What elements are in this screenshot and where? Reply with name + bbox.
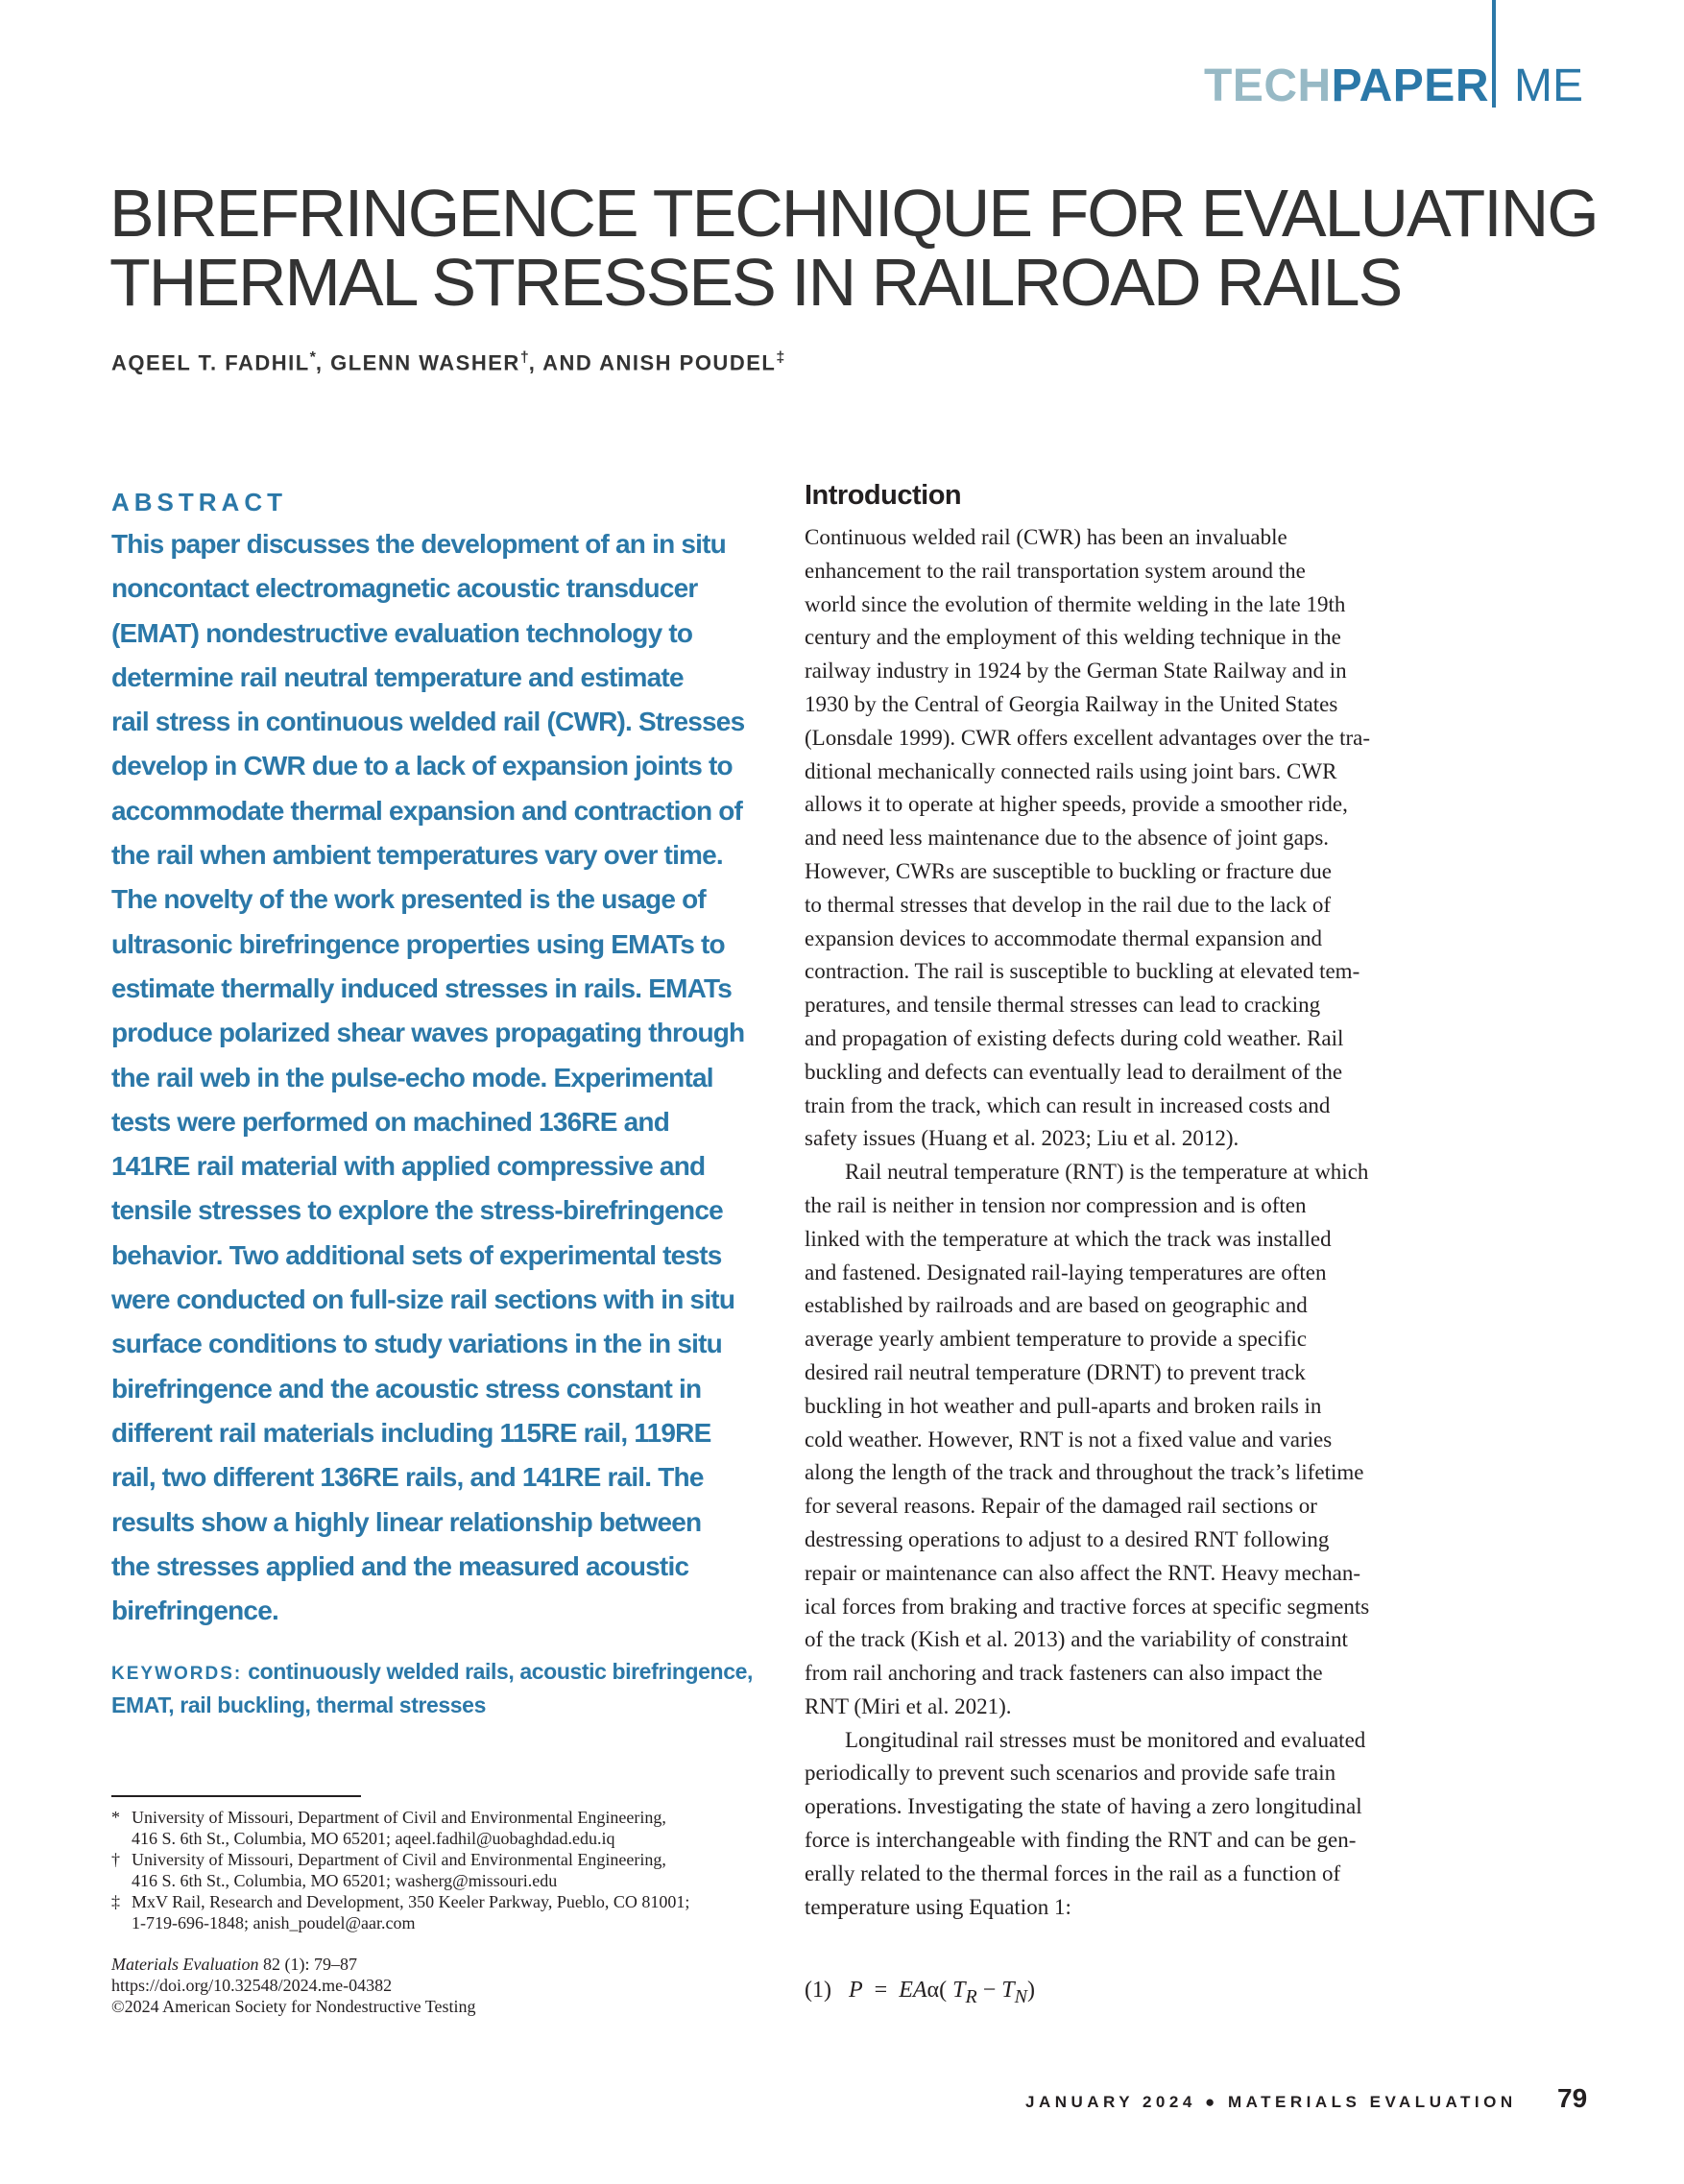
author-name: , GLENN WASHER — [315, 350, 520, 375]
body-line: ical forces from braking and tractive forces at specific segments — [805, 1594, 1370, 1619]
body-line: and need less maintenance due to the absence of joint gaps. — [805, 826, 1330, 851]
body-line: destressing operations to adjust to a desired RNT following — [805, 1526, 1330, 1551]
keywords-label: KEYWORDS: — [111, 1664, 243, 1684]
abstract-line: birefringence and the acoustic stress constant in — [111, 1373, 702, 1404]
equation-1 — [805, 1978, 1035, 2008]
body-line: periodically to prevent such scenarios and provide safe train — [805, 1761, 1336, 1786]
equation-alpha: α( — [926, 1978, 948, 2003]
abstract-line: different rail materials including 115RE rail, 119RE — [111, 1417, 711, 1448]
section-label: ME — [1514, 60, 1583, 111]
body-line: railway industry in 1924 by the German State Railway and in — [805, 659, 1347, 684]
abstract-heading: ABSTRACT — [111, 488, 287, 516]
author-mark: † — [519, 349, 529, 366]
abstract-line: birefringence. — [111, 1596, 278, 1626]
abstract-line: surface conditions to study variations in the in situ — [111, 1329, 722, 1359]
abstract-line: behavior. Two additional sets of experimental tests — [111, 1239, 722, 1270]
abstract-line: noncontact electromagnetic acoustic transducer — [111, 573, 698, 604]
footnote — [111, 1807, 783, 1849]
body-line: contraction. The rail is susceptible to buckling at elevated tem- — [805, 959, 1360, 984]
body-line: to thermal stresses that develop in the rail due to the lack of — [805, 892, 1332, 917]
body-line: repair or maintenance can also affect the RNT. Heavy mechan- — [805, 1560, 1360, 1585]
footnotes — [111, 1807, 783, 1933]
keywords — [111, 1656, 753, 1721]
equation-lhs: P — [848, 1978, 863, 2003]
abstract-line: ultrasonic birefringence properties using EMATs to — [111, 928, 725, 959]
abstract-line: the rail when ambient temperatures vary over time. — [111, 840, 723, 871]
title-line: THERMAL STRESSES IN RAILROAD RAILS — [109, 245, 1402, 320]
body-line: safety issues (Huang et al. 2023; Liu et al. 2012). — [805, 1126, 1239, 1151]
body-line: temperature using Equation 1: — [805, 1894, 1071, 1919]
equation-close: ) — [1026, 1978, 1035, 2003]
body-line: average yearly ambient temperature to provide a specific — [805, 1327, 1307, 1352]
equation-tn: T — [1001, 1978, 1015, 2003]
body-line: cold weather. However, RNT is not a fixed value and varies — [805, 1427, 1333, 1452]
abstract-line: develop in CWR due to a lack of expansion joints to — [111, 751, 733, 781]
footnote-mark: † — [111, 1850, 120, 1869]
copyright: ©2024 American Society for Nondestructive Testing — [111, 1997, 476, 2016]
brand-divider — [1492, 0, 1496, 108]
author-name: , AND ANISH POUDEL — [528, 350, 777, 375]
footnote-line: 1-719-696-1848; anish_poudel@aar.com — [132, 1913, 416, 1932]
body-line: Longitudinal rail stresses must be monitored and evaluated — [845, 1727, 1366, 1752]
author-mark: * — [309, 349, 316, 366]
body-line: world since the evolution of thermite welding in the late 19th — [805, 591, 1346, 616]
equation-ea: EA — [899, 1978, 927, 2003]
introduction-heading: Introduction — [805, 480, 962, 511]
body-line: and fastened. Designated rail-laying temperatures are often — [805, 1260, 1327, 1284]
abstract-line: the rail web in the pulse-echo mode. Experimental — [111, 1062, 713, 1092]
author-list — [111, 349, 784, 375]
abstract-line: estimate thermally induced stresses in rails. EMATs — [111, 972, 732, 1003]
body-line: Continuous welded rail (CWR) has been an invaluable — [805, 525, 1287, 549]
equation-tr-sub: R — [965, 1985, 977, 2007]
footnote-divider — [111, 1795, 361, 1797]
abstract-line: were conducted on full-size rail sections with in situ — [111, 1284, 735, 1315]
body-line: of the track (Kish et al. 2013) and the variability of constraint — [805, 1627, 1348, 1652]
abstract-line: (EMAT) nondestructive evaluation technology to — [111, 617, 693, 648]
body-line: 1930 by the Central of Georgia Railway in the United States — [805, 691, 1338, 716]
author-mark: ‡ — [776, 349, 785, 366]
abstract-line: This paper discusses the development of an in situ — [111, 529, 726, 559]
equation-minus: − — [976, 1978, 1002, 2003]
title-line: BIREFRINGENCE TECHNIQUE FOR EVALUATING — [109, 176, 1598, 251]
abstract-line: the stresses applied and the measured acoustic — [111, 1550, 689, 1581]
keywords-line: continuously welded rails, acoustic birefringence, — [248, 1659, 753, 1684]
running-footer: JANUARY 2024 ● MATERIALS EVALUATION — [1025, 2093, 1517, 2111]
citation-block — [111, 1954, 783, 2017]
body-line: However, CWRs are susceptible to buckling or fracture due — [805, 858, 1332, 883]
abstract-line: accommodate thermal expansion and contraction of — [111, 795, 743, 826]
equation-tn-sub: N — [1014, 1985, 1027, 2007]
author-name: AQEEL T. FADHIL — [111, 350, 310, 375]
body-line: train from the track, which can result in increased costs and — [805, 1092, 1331, 1117]
footnote-line: University of Missouri, Department of Civil and Environmental Engineering, — [132, 1808, 666, 1827]
body-line: force is interchangeable with finding the RNT and can be gen- — [805, 1828, 1357, 1853]
page-number: 79 — [1557, 2083, 1588, 2113]
body-line: allows it to operate at higher speeds, provide a smoother ride, — [805, 792, 1348, 817]
abstract-line: results show a highly linear relationship between — [111, 1506, 702, 1537]
body-line: RNT (Miri et al. 2021). — [805, 1693, 1012, 1718]
body-line: erally related to the thermal forces in the rail as a function of — [805, 1860, 1341, 1885]
body-line: buckling in hot weather and pull-aparts and broken rails in — [805, 1393, 1322, 1418]
keywords-line: EMAT, rail buckling, thermal stresses — [111, 1692, 486, 1717]
footnote-line: 416 S. 6th St., Columbia, MO 65201; washerg@missouri.edu — [132, 1871, 558, 1890]
journal-name: Materials Evaluation — [111, 1955, 259, 1974]
abstract-line: rail stress in continuous welded rail (CWR). Stresses — [111, 707, 745, 737]
body-line: operations. Investigating the state of having a zero longitudinal — [805, 1794, 1362, 1819]
abstract-line: tensile stresses to explore the stress-birefringence — [111, 1195, 723, 1226]
abstract-line: produce polarized shear waves propagating through — [111, 1018, 745, 1048]
body-line: linked with the temperature at which the track was installed — [805, 1226, 1332, 1251]
footnote-mark: * — [111, 1808, 120, 1827]
abstract-line: The novelty of the work presented is the usage of — [111, 884, 706, 915]
equation-tr: T — [952, 1978, 966, 2003]
body-line: enhancement to the rail transportation system around the — [805, 558, 1306, 583]
doi-link[interactable]: https://doi.org/10.32548/2024.me-04382 — [111, 1976, 393, 1995]
abstract-line: 141RE rail material with applied compressive and — [111, 1151, 706, 1182]
abstract-body — [111, 522, 745, 1633]
equation-number: (1) — [805, 1978, 831, 2003]
equation-equals: = — [874, 1978, 888, 2003]
body-line: established by railroads and are based on geographic and — [805, 1293, 1308, 1318]
brand-paper: PAPER — [1331, 60, 1489, 111]
footnote — [111, 1891, 783, 1933]
body-line: expansion devices to accommodate thermal expansion and — [805, 925, 1323, 950]
body-line: century and the employment of this welding technique in the — [805, 625, 1341, 650]
footnote-line: MxV Rail, Research and Development, 350 Keeler Parkway, Pueblo, CO 81001; — [132, 1892, 690, 1911]
brand-tech: TECH — [1204, 60, 1332, 111]
journal-volume: 82 (1): 79–87 — [258, 1955, 357, 1974]
body-line: for several reasons. Repair of the damaged rail sections or — [805, 1494, 1317, 1519]
abstract-line: tests were performed on machined 136RE and — [111, 1106, 670, 1137]
body-line: peratures, and tensile thermal stresses can lead to cracking — [805, 993, 1321, 1018]
abstract-line: rail, two different 136RE rails, and 141RE rail. The — [111, 1462, 704, 1493]
paper-title — [109, 176, 1598, 320]
body-line: from rail anchoring and track fasteners can also impact the — [805, 1661, 1323, 1686]
introduction-body — [805, 521, 1477, 1924]
body-line: (Lonsdale 1999). CWR offers excellent advantages over the tra- — [805, 725, 1371, 750]
body-line: buckling and defects can eventually lead to derailment of the — [805, 1059, 1343, 1084]
body-line: the rail is neither in tension nor compression and is often — [805, 1192, 1307, 1217]
body-line: ditional mechanically connected rails using joint bars. CWR — [805, 758, 1337, 783]
body-line: and propagation of existing defects during cold weather. Rail — [805, 1025, 1344, 1050]
body-line: Rail neutral temperature (RNT) is the temperature at which — [845, 1160, 1369, 1185]
abstract-line: determine rail neutral temperature and estimate — [111, 661, 684, 692]
footnote — [111, 1849, 783, 1891]
body-line: along the length of the track and throughout the track’s lifetime — [805, 1460, 1364, 1485]
footnote-line: University of Missouri, Department of Civil and Environmental Engineering, — [132, 1850, 666, 1869]
footnote-mark: ‡ — [111, 1892, 120, 1911]
techpaper-brand — [1204, 60, 1489, 112]
footnote-line: 416 S. 6th St., Columbia, MO 65201; aqeel.fadhil@uobaghdad.edu.iq — [132, 1829, 615, 1848]
body-line: desired rail neutral temperature (DRNT) to prevent track — [805, 1359, 1306, 1384]
